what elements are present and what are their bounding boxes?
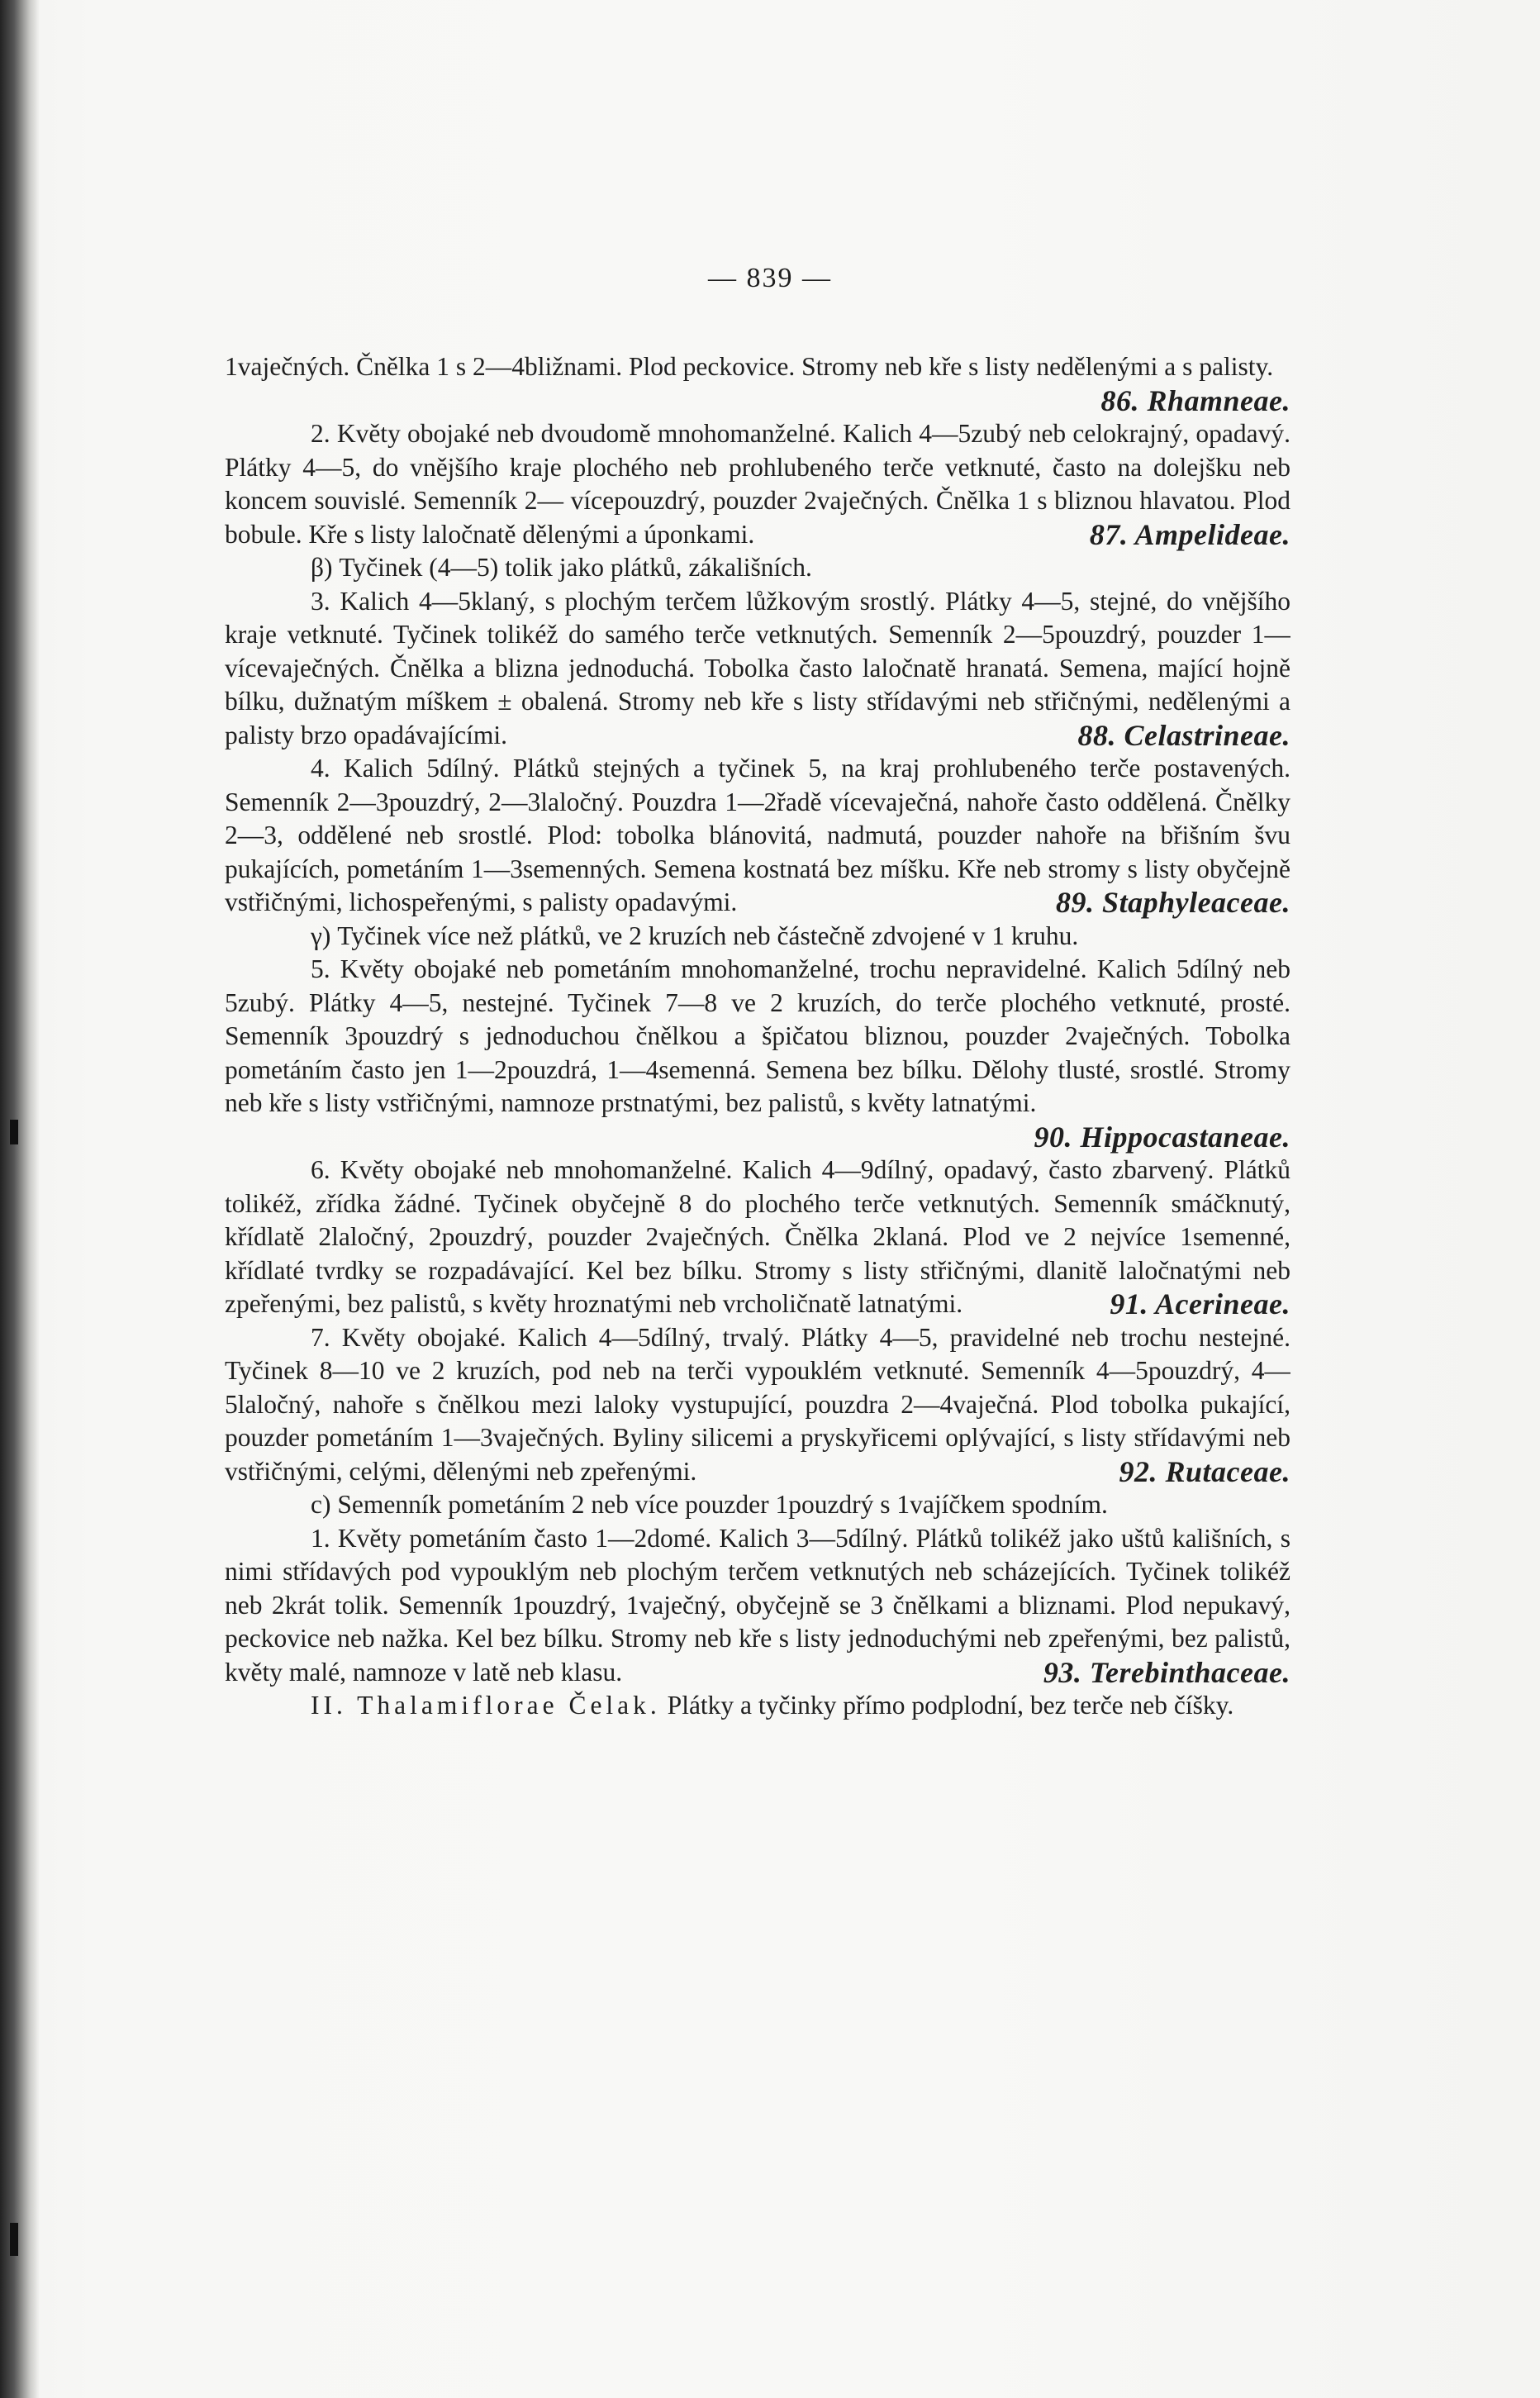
paragraph bbox=[225, 417, 1290, 551]
paragraph-text: 1. Květy pometáním často 1—2domé. Kalich 3—5dílný. Plátků tolikéž jako uštů kališních, s nimi střídavých pod vypouklým neb plochým terčem vetknutých neb scházejících. Tyčinek tolikéž neb 2krát tolik. Semenník 1pouzdrý, 1vaječný, obyčejně se 3 čnělkami a bliznami. Plod nepukavý, peckovice neb nažka. Kel bez bílku. Stromy neb kře s listy jednoduchými neb zpeřenými, bez palistů, květy malé, namnoze v latě neb klasu. bbox=[225, 1523, 1290, 1687]
section-heading: II. Thalamiflorae Čelak. bbox=[311, 1691, 661, 1720]
paragraph-text: γ) Tyčinek více než plátků, ve 2 kruzích neb částečně zdvojené v 1 kruhu. bbox=[311, 921, 1079, 950]
family-name: 89. Staphyleaceae. bbox=[1056, 886, 1290, 919]
paragraph-text: 4. Kalich 5dílný. Plátků stejných a tyčinek 5, na kraj prohlubeného terče postavených. Semenník 2—3pouzdrý, 2—3laločný. Pouzdra 1—2řadě vícevaječná, nahoře často oddělená. Čnělky 2—3, oddělené neb srostlé. Plod: tobolka blánovitá, nadmutá, pouzder nahoře na břišním švu pukajících, pometáním 1—3semenných. Semena kostnatá bez míšku. Kře neb stromy s listy obyčejně vstřičnými, lichospeřenými, s palisty opadavými. bbox=[225, 754, 1290, 916]
paragraph-text: 6. Květy obojaké neb mnohomanželné. Kalich 4—9dílný, opadavý, často zbarvený. Plátků tolikéž, zřídka žádné. Tyčinek obyčejně 8 do plochého terče vetknutých. Semenník smáčknutý, křídlatě 2laločný, 2pouzdrý, pouzder 2vaječných. Čnělka 2klaná. Plod ve 2 nejvíce 1semenné, křídlaté tvrdky se rozpadávající. Kel bez bílku. Stromy s listy střičnými, dlanitě laločnatými neb zpeřenými, bez palistů, s květy hroznatými neb vrcholičnatě latnatými. bbox=[225, 1155, 1290, 1318]
paragraph bbox=[225, 920, 1290, 954]
paragraph-text: 2. Květy obojaké neb dvoudomě mnohomanželné. Kalich 4—5zubý neb celokrajný, opadavý. Plátky 4—5, do vnějšího kraje plochého neb prohlubeného terče vetknuté, často na dolejšku neb koncem souvislé. Semenník 2— vícepouzdrý, pouzder 2vaječných. Čnělka 1 s bliznou hlavatou. Plod bobule. Kře s listy laločnatě dělenými a úponkami. bbox=[225, 419, 1290, 549]
paragraph-text: 5. Květy obojaké neb pometáním mnohomanželné, trochu nepravidelné. Kalich 5dílný neb 5zubý. Plátky 4—5, nestejné. Tyčinek 7—8 ve 2 kruzích, do terče plochého vetknuté, prosté. Semenník 3pouzdrý s jednoduchou čnělkou a špičatou bliznou, pouzder 2vaječných. Tobolka pometáním často jen 1—2pouzdrá, 1—4semenná. Semena bez bílku. Dělohy tlusté, srostlé. Stromy neb kře s listy vstřičnými, namnoze prstnatými, bez palistů, s květy latnatými. bbox=[225, 954, 1290, 1117]
spine-mark bbox=[10, 2223, 18, 2256]
paragraph bbox=[225, 350, 1290, 417]
paragraph-text: c) Semenník pometáním 2 neb více pouzder 1pouzdrý s 1vajíčkem spodním. bbox=[311, 1490, 1108, 1519]
paragraph bbox=[225, 1689, 1290, 1723]
page-number: — 839 — bbox=[708, 263, 832, 293]
family-name: 86. Rhamneae. bbox=[1100, 383, 1290, 417]
family-name: 88. Celastrineae. bbox=[1077, 718, 1290, 752]
paragraph bbox=[225, 953, 1290, 1154]
paragraph-text: 1vaječných. Čnělka 1 s 2—4bližnami. Plod peckovice. Stromy neb kře s listy nedělenými a s palisty. bbox=[225, 352, 1274, 381]
paragraph bbox=[225, 1321, 1290, 1489]
paragraph-text: 7. Květy obojaké. Kalich 4—5dílný, trvalý. Plátky 4—5, pravidelné neb trochu nestejné. Tyčinek 8—10 ve 2 kruzích, pod neb na terči vypouklém vetknuté. Semenník 4—5pouzdrý, 4—5laločný, nahoře s čnělkou mezi laloky vystupující, pouzdra 2—4vaječná. Plod tobolka pukající, pouzder pometáním 1—3vaječných. Byliny silicemi a pryskyřicemi oplývající, s listy střídavými neb vstřičnými, celými, dělenými neb zpeřenými. bbox=[225, 1322, 1290, 1486]
paragraph bbox=[225, 1154, 1290, 1321]
main-text bbox=[225, 350, 1290, 1723]
paragraph-text: Plátky a tyčinky přímo podplodní, bez terče neb číšky. bbox=[660, 1691, 1234, 1720]
paragraph bbox=[225, 551, 1290, 585]
paragraph bbox=[225, 585, 1290, 753]
paragraph-text: 3. Kalich 4—5klaný, s plochým terčem lůžkovým srostlý. Plátky 4—5, stejné, do vnějšího kraje vetknuté. Tyčinek tolikéž do samého terče vetknutých. Semenník 2—5pouzdrý, pouzder 1— vícevaječných. Čnělka a blizna jednoduchá. Tobolka často laločnatě hranatá. Semena, mající hojně bílku, dužnatým míškem ± obalená. Stromy neb kře s listy střídavými neb střičnými, nedělenými a palisty brzo opadávajícími. bbox=[225, 586, 1290, 749]
paragraph bbox=[225, 1488, 1290, 1522]
book-spine-shadow bbox=[0, 0, 40, 2398]
paragraph-text: β) Tyčinek (4—5) tolik jako plátků, zákališních. bbox=[311, 553, 812, 582]
family-name: 87. Ampelideae. bbox=[1089, 517, 1290, 551]
family-name: 92. Rutaceae. bbox=[1119, 1454, 1290, 1488]
paragraph bbox=[225, 1522, 1290, 1690]
family-name: 91. Acerineae. bbox=[1110, 1287, 1290, 1320]
family-name: 93. Terebinthaceae. bbox=[1043, 1655, 1290, 1689]
paragraph bbox=[225, 752, 1290, 920]
family-name: 90. Hippocastaneae. bbox=[1034, 1120, 1290, 1154]
spine-mark bbox=[10, 1120, 18, 1144]
